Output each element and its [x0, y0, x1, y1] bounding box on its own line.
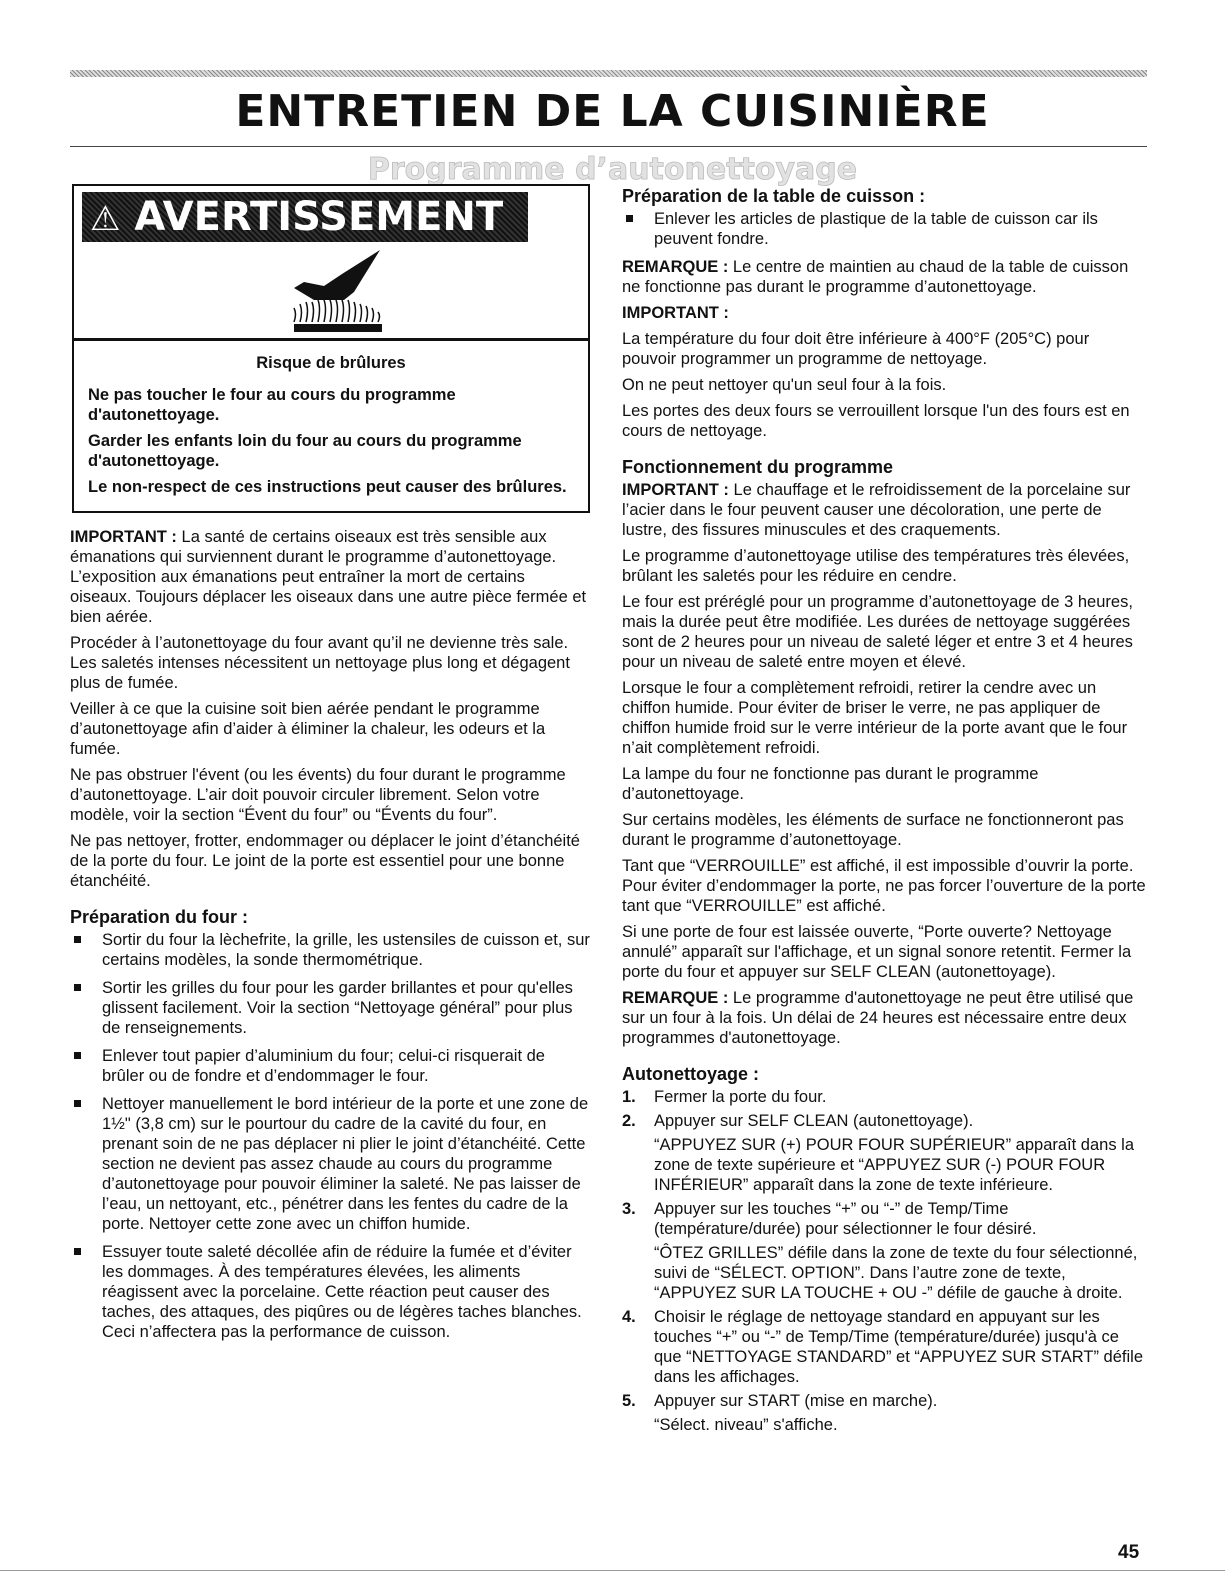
- paragraph: Tant que “VERROUILLE” est affiché, il est impossible d’ouvrir la porte. Pour éviter d’endommager la porte, ne pas forcer l’ouverture de la porte tant que “VERROUILLE” est affiché.: [622, 857, 1146, 915]
- top-decorative-bar: [70, 70, 1147, 77]
- remarque-paragraph: [622, 257, 1147, 297]
- warning-header: [82, 192, 528, 242]
- step-text: Appuyer sur SELF CLEAN (autonettoyage).: [654, 1112, 974, 1130]
- section-subtitle: Programme d’autonettoyage: [367, 152, 858, 187]
- paragraph: Le four est préréglé pour un programme d’autonettoyage de 3 heures, mais la durée peut être modifiée. Les durées de nettoyage suggérées sont de 2 heures pour un niveau de saleté léger et entre 3 et 4 heures pour un niveau de saleté entre moyen et élevé.: [622, 593, 1133, 671]
- important-text: Le chauffage et le refroidissement de la porcelaine sur l’acier dans le four peuvent causer une décoloration, une perte de lustre, des fissures minuscules et des craquements.: [622, 481, 1131, 539]
- page-title: ENTRETIEN DE LA CUISINIÈRE: [235, 86, 990, 137]
- important-label: IMPORTANT :: [622, 481, 729, 499]
- list-item: Enlever tout papier d’aluminium du four; celui-ci risquerait de brûler ou de fondre et d’endommager le four.: [70, 1046, 590, 1086]
- step-item: [622, 1199, 1147, 1303]
- paragraph: Lorsque le four a complètement refroidi, retirer la cendre avec un chiffon humide. Pour éviter de briser le verre, ne pas appliquer de chiffon humide froid sur le verre intérieur de la porte avant que le four n’ait complètement refroidi.: [622, 679, 1128, 757]
- step-text: Choisir le réglage de nettoyage standard en appuyant sur les touches “+” ou “-” de Temp/Time (température/durée) jusqu'à ce que “NETTOYAGE STANDARD” et “APPUYEZ SUR START” défile dans les affichages.: [654, 1308, 1143, 1386]
- important-heading: IMPORTANT :: [622, 304, 729, 322]
- important-label: IMPORTANT :: [70, 528, 177, 546]
- paragraph: Le programme d’autonettoyage utilise des températures très élevées, brûlant les saletés pour les réduire en cendre.: [622, 547, 1130, 585]
- prep-table-heading: Préparation de la table de cuisson :: [622, 186, 926, 206]
- paragraph: Sur certains modèles, les éléments de surface ne fonctionneront pas durant le programme d’autonettoyage.: [622, 811, 1124, 849]
- autonettoyage-heading: Autonettoyage :: [622, 1064, 759, 1084]
- paragraph: On ne peut nettoyer qu'un seul four à la fois.: [622, 376, 947, 394]
- important-birds-paragraph: [70, 527, 590, 627]
- paragraph: Si une porte de four est laissée ouverte, “Porte ouverte? Nettoyage annulé” apparaît sur l'affichage, et un signal sonore retentit. Fermer la porte du four et appuyer sur SELF CLEAN (autonettoyage).: [622, 923, 1132, 981]
- warning-line: Garder les enfants loin du four au cours du programme d'autonettoyage.: [88, 432, 522, 470]
- fonctionnement-heading: Fonctionnement du programme: [622, 457, 894, 477]
- remarque-label: REMARQUE :: [622, 258, 729, 276]
- step-item: [622, 1307, 1147, 1387]
- step-subtext: “Sélect. niveau” s'affiche.: [654, 1416, 838, 1434]
- title-rule: [70, 146, 1147, 147]
- left-column: [70, 184, 590, 1350]
- list-item: Enlever les articles de plastique de la table de cuisson car ils peuvent fondre.: [622, 209, 1147, 249]
- step-subtext: “APPUYEZ SUR (+) POUR FOUR SUPÉRIEUR” apparaît dans la zone de texte supérieure et “APPUYEZ SUR (-) POUR FOUR INFÉRIEUR” apparaît dans la zone de texte inférieure.: [654, 1136, 1134, 1194]
- burn-hand-icon: [74, 242, 588, 341]
- paragraph: Veiller à ce que la cuisine soit bien aérée pendant le programme d’autonettoyage afin d’aider à éliminer la chaleur, les odeurs et la fumée.: [70, 700, 546, 758]
- remarque-text: Le centre de maintien au chaud de la table de cuisson ne fonctionne pas durant le programme d’autonettoyage.: [622, 258, 1129, 296]
- paragraph: La température du four doit être inférieure à 400°F (205°C) pour pouvoir programmer un programme de nettoyage.: [622, 330, 1090, 368]
- step-subtext: “ÔTEZ GRILLES” défile dans la zone de texte du four sélectionné, suivi de “SÉLECT. OPTION”. Dans l’autre zone de texte, “APPUYEZ SUR LA TOUCHE + OU -” défile de gauche à droite.: [654, 1244, 1138, 1302]
- step-number: 4.: [622, 1308, 636, 1326]
- warning-triangle-icon: ⚠: [90, 199, 121, 239]
- step-item: [622, 1111, 1147, 1195]
- step-number: 3.: [622, 1200, 636, 1218]
- remarque2-paragraph: [622, 988, 1147, 1048]
- paragraph: Les portes des deux fours se verrouillent lorsque l'un des fours est en cours de nettoyage.: [622, 402, 1130, 440]
- prep-table-list: [622, 209, 1147, 249]
- warning-line: Le non-respect de ces instructions peut causer des brûlures.: [88, 478, 567, 496]
- bottom-rule: [0, 1570, 1225, 1571]
- warning-line: Ne pas toucher le four au cours du programme d'autonettoyage.: [88, 386, 456, 424]
- step-number: 5.: [622, 1392, 636, 1410]
- step-item: [622, 1391, 1147, 1435]
- steps-list: [622, 1087, 1147, 1435]
- remarque-label: REMARQUE :: [622, 989, 729, 1007]
- step-text: Appuyer sur START (mise en marche).: [654, 1392, 938, 1410]
- step-text: Fermer la porte du four.: [654, 1088, 827, 1106]
- important-text: La santé de certains oiseaux est très sensible aux émanations qui surviennent durant le programme d’autonettoyage. L’exposition aux émanations peut entraîner la mort de certains oiseaux. Toujours déplacer les oiseaux dans une autre pièce fermée et bien aérée.: [70, 528, 587, 626]
- step-number: 2.: [622, 1112, 636, 1130]
- warning-box: [72, 184, 590, 513]
- paragraph: Ne pas obstruer l'évent (ou les évents) du four durant le programme d’autonettoyage. L’air doit pouvoir circuler librement. Selon votre modèle, voir la section “Évent du four” ou “Évents du four”.: [70, 766, 566, 824]
- page-number: 45: [1118, 1542, 1140, 1563]
- list-item: Sortir du four la lèchefrite, la grille, les ustensiles de cuisson et, sur certains modèles, la sonde thermométrique.: [70, 930, 590, 970]
- prep-four-list: [70, 930, 590, 1342]
- paragraph: Procéder à l’autonettoyage du four avant qu’il ne devienne très sale. Les saletés intenses nécessitent un nettoyage plus long et dégagent plus de fumée.: [70, 634, 570, 692]
- warning-title: Risque de brûlures: [256, 354, 406, 372]
- warning-header-label: AVERTISSEMENT: [134, 194, 504, 240]
- paragraph: Ne pas nettoyer, frotter, endommager ou déplacer le joint d’étanchéité de la porte du four. Le joint de la porte est essentiel pour une bonne étanchéité.: [70, 832, 580, 890]
- list-item: Nettoyer manuellement le bord intérieur de la porte et une zone de 1½" (3,8 cm) sur le pourtour du cadre de la cavité du four, en prenant soin de ne pas déplacer ni plier le joint d’étanchéité. Cette section ne devient pas assez chaude au cours du programme d’autonettoyage pour pouvoir éliminer la saleté. Ne pas laisser de l’eau, un nettoyant, etc., pénétrer dans les fentes du cadre de la porte. Nettoyer cette zone avec un chiffon humide.: [70, 1094, 590, 1234]
- paragraph: La lampe du four ne fonctionne pas durant le programme d’autonettoyage.: [622, 765, 1039, 803]
- step-item: [622, 1087, 1147, 1107]
- remarque-text: Le programme d'autonettoyage ne peut être utilisé que sur un four à la fois. Un délai de 24 heures est nécessaire entre deux programmes d'autonettoyage.: [622, 989, 1134, 1047]
- step-number: 1.: [622, 1088, 636, 1106]
- fonct-important-paragraph: [622, 480, 1147, 540]
- list-item: Sortir les grilles du four pour les garder brillantes et pour qu'elles glissent facilement. Voir la section “Nettoyage général” pour plus de renseignements.: [70, 978, 590, 1038]
- prep-four-heading: Préparation du four :: [70, 907, 249, 927]
- right-column: [622, 186, 1147, 1439]
- list-item: Essuyer toute saleté décollée afin de réduire la fumée et d’éviter les dommages. À des températures élevées, les aliments réagissent avec la porcelaine. Cette réaction peut causer des taches, des attaques, des piqûres ou de légères taches blanches. Ceci n’affectera pas la performance de cuisson.: [70, 1242, 590, 1342]
- warning-body: [74, 341, 588, 511]
- step-text: Appuyer sur les touches “+” ou “-” de Temp/Time (température/durée) pour sélectionner le four désiré.: [654, 1200, 1037, 1238]
